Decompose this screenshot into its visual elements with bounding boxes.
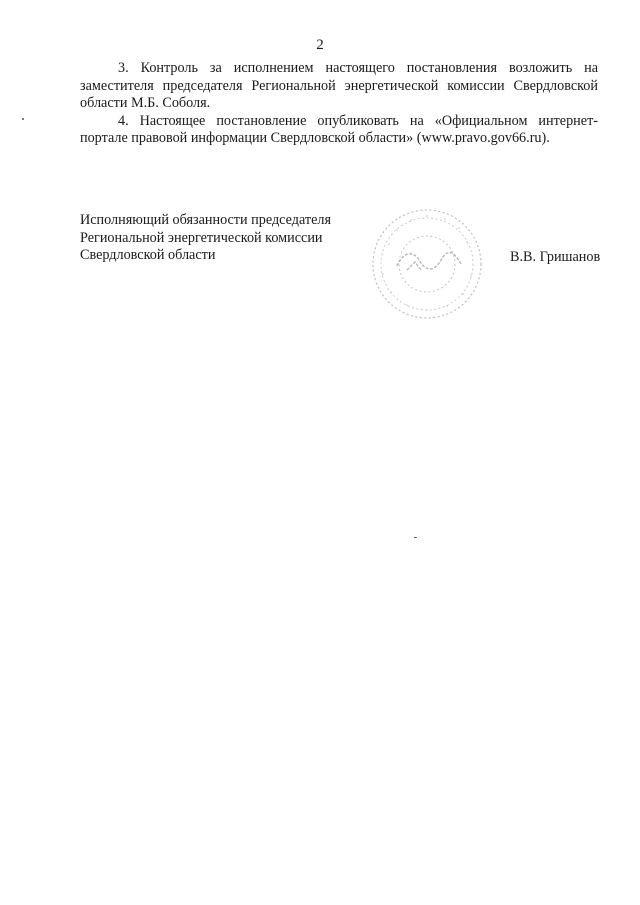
- signature-block: [80, 212, 610, 332]
- signatory-title-line: Региональной энергетической комиссии: [80, 229, 323, 246]
- official-stamp: [367, 204, 487, 324]
- paragraph-control: 3. Контроль за исполнением настоящего постановления возложить на заместителя председателя Региональной энергетической комиссии Свердловской области М.Б. Соболя.: [80, 60, 598, 112]
- signatory-name: В.В. Гришанов: [510, 249, 601, 265]
- signatory-title-line: Свердловской области: [80, 247, 216, 264]
- signatory-title-line: Исполняющий обязанности председателя: [80, 212, 331, 228]
- page-number: 2: [316, 37, 324, 53]
- document-body: [80, 60, 598, 148]
- paragraph-publication: 4. Настоящее постановление опубликовать на «Официальном интернет-портале правовой информации Свердловской области» (www.pravo.gov66.ru).: [80, 112, 598, 147]
- scan-speck: [414, 537, 417, 538]
- scan-speck: [22, 118, 24, 120]
